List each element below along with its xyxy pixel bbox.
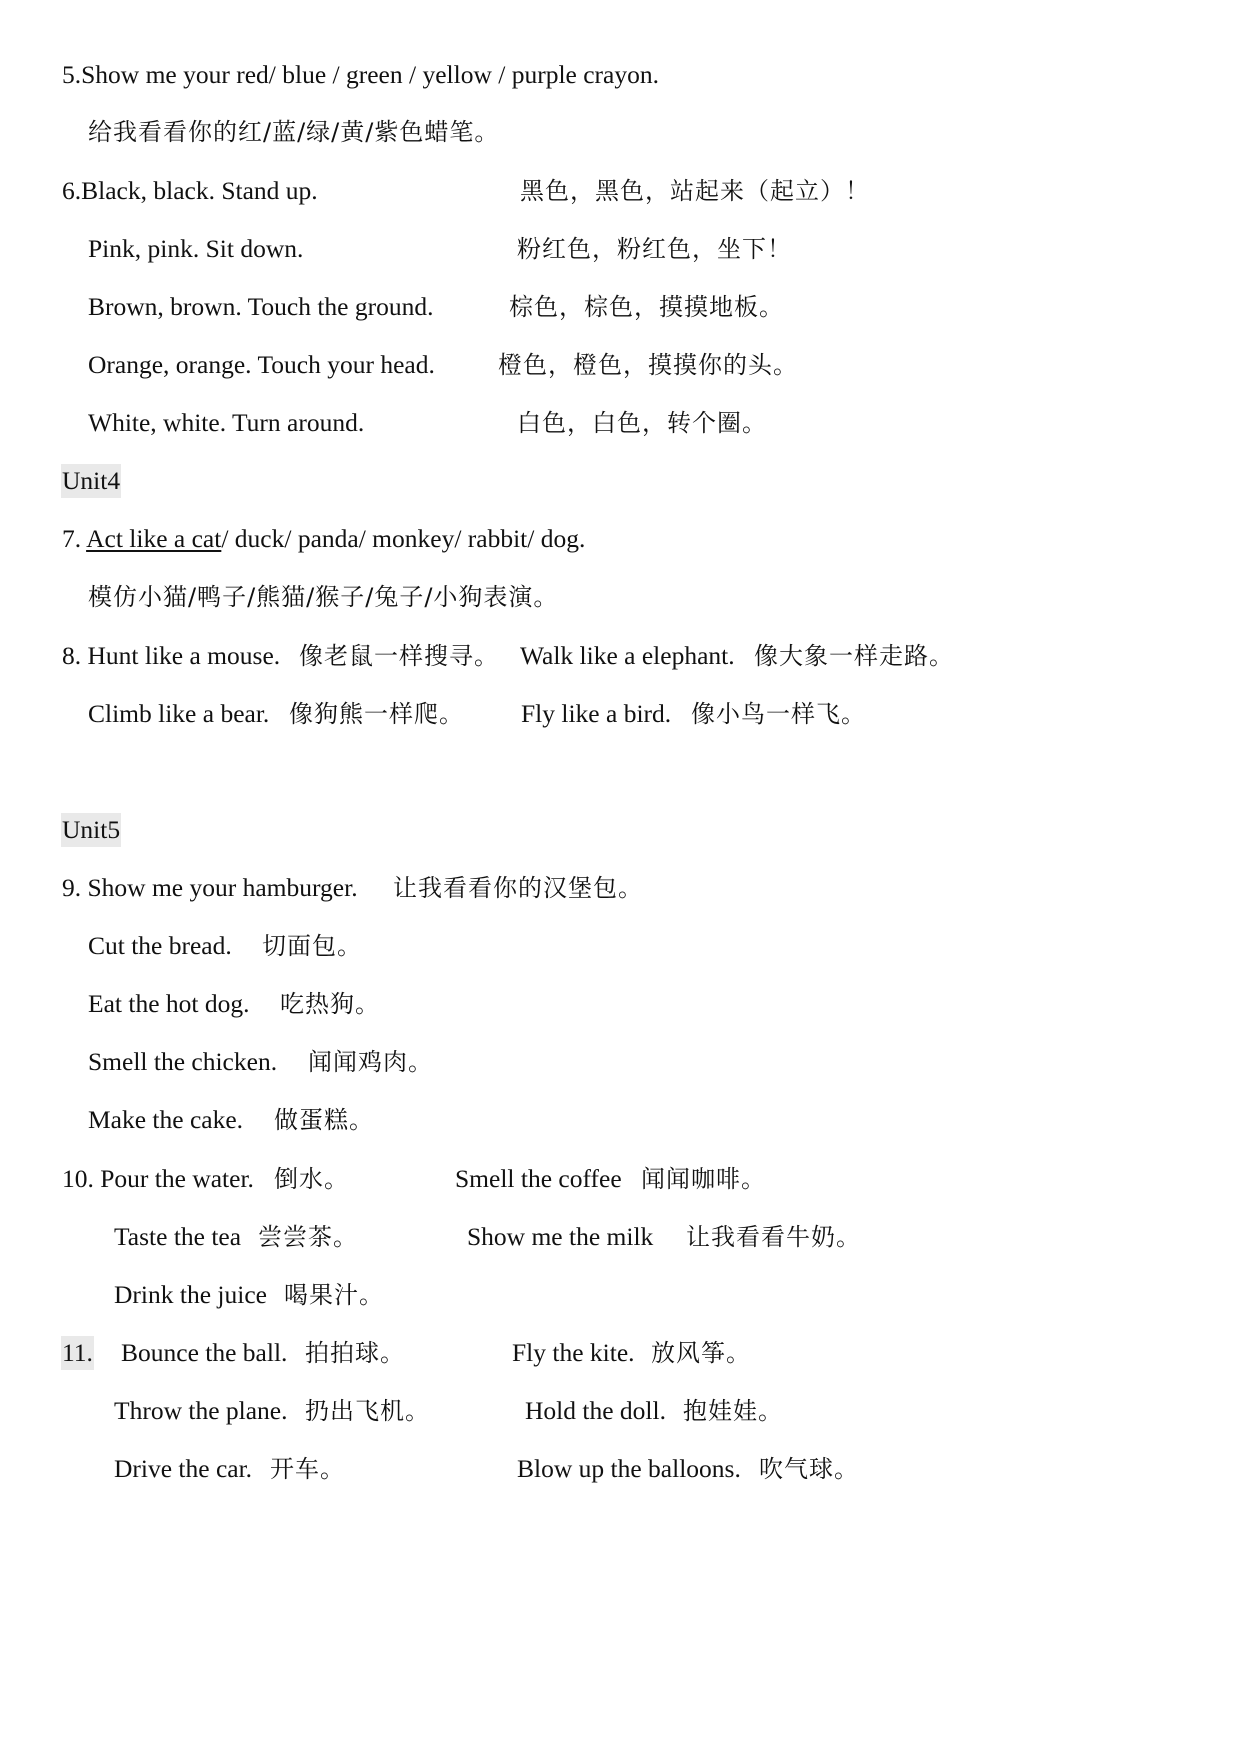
item9-line4-english: Smell the chicken. bbox=[88, 1047, 278, 1076]
item6-line2-chinese: 粉红色，粉红色，坐下！ bbox=[517, 235, 792, 263]
item6-line5-chinese: 白色，白色，转个圈。 bbox=[517, 409, 767, 437]
item11-row1-chinese-2: 放风筝。 bbox=[651, 1339, 751, 1367]
item10-row1-chinese-2: 闻闻咖啡。 bbox=[641, 1165, 766, 1193]
item9-line4-chinese: 闻闻鸡肉。 bbox=[308, 1048, 433, 1076]
item11-row2-english-2: Hold the doll. bbox=[525, 1396, 666, 1425]
item8-row2-english-1: Climb like a bear. bbox=[88, 699, 270, 728]
unit4-heading: Unit4 bbox=[61, 464, 121, 498]
item7-rest: / duck/ panda/ monkey/ rabbit/ dog. bbox=[221, 524, 586, 553]
item10-row1-chinese-1: 倒水。 bbox=[274, 1165, 349, 1193]
item6-line4-english: Orange, orange. Touch your head. bbox=[88, 350, 435, 379]
item7-english bbox=[62, 522, 585, 556]
item11-row3-english-1: Drive the car. bbox=[114, 1454, 253, 1483]
item9-line3-english: Eat the hot dog. bbox=[88, 989, 250, 1018]
item11-row3-chinese-2: 吹气球。 bbox=[759, 1455, 859, 1483]
item9-line5-english: Make the cake. bbox=[88, 1105, 244, 1134]
item8-row1-chinese-1: 像老鼠一样搜寻。 bbox=[299, 642, 499, 670]
item9-line2-chinese: 切面包。 bbox=[262, 932, 362, 960]
item6-line3-chinese: 棕色，棕色，摸摸地板。 bbox=[509, 293, 784, 321]
item11-row1-chinese-1: 拍拍球。 bbox=[305, 1339, 405, 1367]
item6-line4-chinese: 橙色，橙色，摸摸你的头。 bbox=[498, 351, 798, 379]
item5-english: 5.Show me your red/ blue / green / yellow / purple crayon. bbox=[62, 60, 659, 89]
unit5-heading: Unit5 bbox=[61, 813, 121, 847]
item11-row1-english-1: Bounce the ball. bbox=[121, 1338, 288, 1367]
item11-row3-english-2: Blow up the balloons. bbox=[517, 1454, 741, 1483]
item6-line2-english: Pink, pink. Sit down. bbox=[88, 234, 304, 263]
item11-row2-english-1: Throw the plane. bbox=[114, 1396, 288, 1425]
item11-row2-chinese-2: 抱娃娃。 bbox=[683, 1397, 783, 1425]
item10-row2-english-1: Taste the tea bbox=[114, 1222, 242, 1251]
item6-line5-english: White, white. Turn around. bbox=[88, 408, 365, 437]
item10-row1-english-2: Smell the coffee bbox=[455, 1164, 622, 1193]
item9-line5-chinese: 做蛋糕。 bbox=[274, 1106, 374, 1134]
item9-line3-chinese: 吃热狗。 bbox=[280, 990, 380, 1018]
item11-row2-chinese-1: 扔出飞机。 bbox=[305, 1397, 430, 1425]
item10-row3-chinese: 喝果汁。 bbox=[284, 1281, 384, 1309]
item8-row2-english-2: Fly like a bird. bbox=[521, 699, 672, 728]
item11-number: 11. bbox=[61, 1336, 94, 1370]
item7-chinese: 模仿小猫/鸭子/熊猫/猴子/兔子/小狗表演。 bbox=[88, 583, 559, 611]
item10-row2-chinese-2: 让我看看牛奶。 bbox=[686, 1223, 861, 1251]
item9-line1-english: 9. Show me your hamburger. bbox=[62, 873, 358, 902]
item8-row1-english-1: 8. Hunt like a mouse. bbox=[62, 641, 281, 670]
item10-row3-english: Drink the juice bbox=[114, 1280, 267, 1309]
item9-line2-english: Cut the bread. bbox=[88, 931, 232, 960]
item10-row1-english-1: 10. Pour the water. bbox=[62, 1164, 254, 1193]
item7-number: 7. bbox=[62, 524, 87, 553]
item6-line1-chinese: 黑色，黑色，站起来（起立）！ bbox=[520, 177, 870, 205]
item9-line1-chinese: 让我看看你的汉堡包。 bbox=[393, 874, 643, 902]
item11-row3-chinese-1: 开车。 bbox=[270, 1455, 345, 1483]
item7-underlined-phrase: Act like a cat bbox=[86, 524, 222, 553]
item6-line1-english: 6.Black, black. Stand up. bbox=[62, 176, 318, 205]
item5-chinese: 给我看看你的红/蓝/绿/黄/紫色蜡笔。 bbox=[88, 118, 500, 146]
item10-row2-english-2: Show me the milk bbox=[467, 1222, 654, 1251]
item8-row2-chinese-1: 像狗熊一样爬。 bbox=[289, 700, 464, 728]
item10-row2-chinese-1: 尝尝茶。 bbox=[258, 1223, 358, 1251]
item8-row2-chinese-2: 像小鸟一样飞。 bbox=[691, 700, 866, 728]
item8-row1-chinese-2: 像大象一样走路。 bbox=[754, 642, 954, 670]
item11-row1-english-2: Fly the kite. bbox=[512, 1338, 635, 1367]
item6-line3-english: Brown, brown. Touch the ground. bbox=[88, 292, 434, 321]
item8-row1-english-2: Walk like a elephant. bbox=[520, 641, 735, 670]
